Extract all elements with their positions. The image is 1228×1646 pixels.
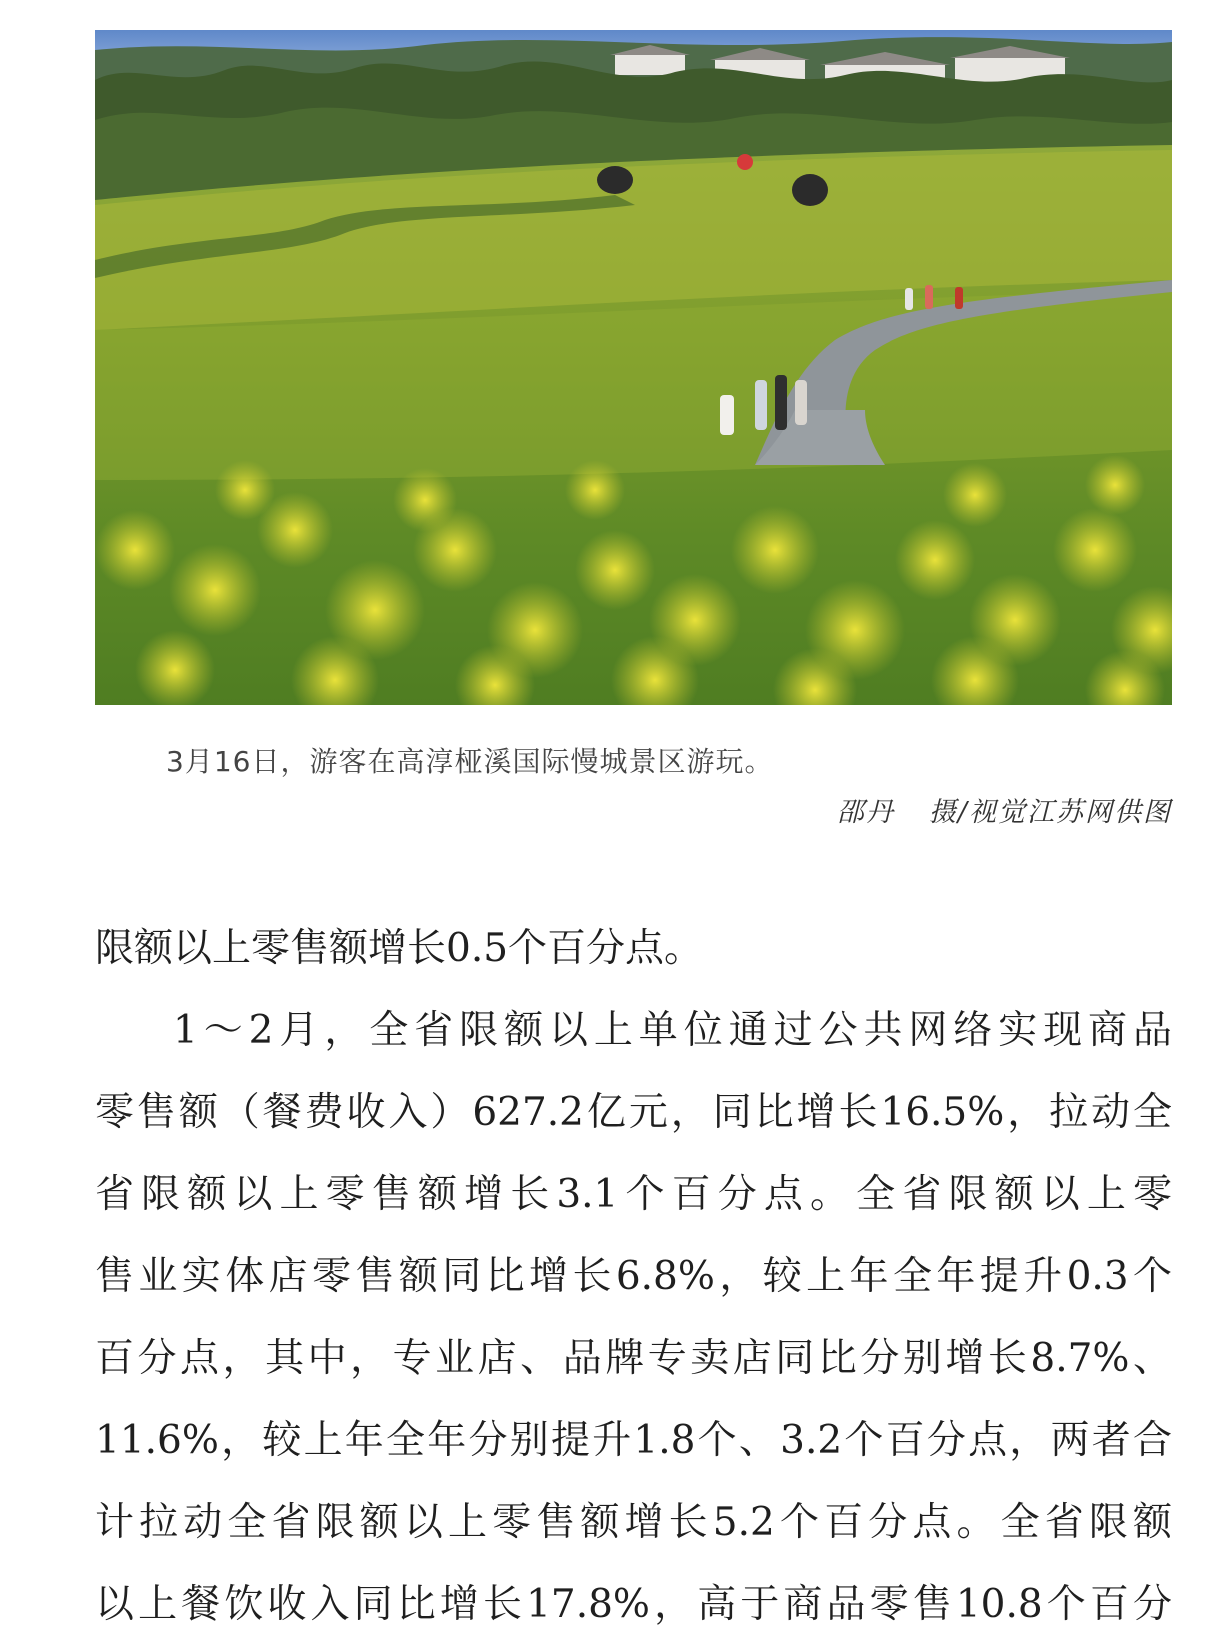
photo-caption: 3月16日，游客在高淳桠溪国际慢城景区游玩。	[166, 745, 774, 778]
rapeseed-field-photo	[95, 30, 1172, 705]
article-line: 百分点，其中，专业店、品牌专卖店同比分别增长8.7%、	[95, 1336, 1172, 1381]
photo-credit	[837, 790, 1172, 829]
article-line: 省限额以上零售额增长3.1个百分点。全省限额以上零	[95, 1172, 1172, 1217]
article-line: 1～2月，全省限额以上单位通过公共网络实现商品	[173, 1008, 1172, 1053]
article-line: 以上餐饮收入同比增长17.8%，高于商品零售10.8个百分	[95, 1582, 1172, 1627]
photo-credit-author: 邵丹	[836, 797, 895, 828]
article-line: 售业实体店零售额同比增长6.8%，较上年全年提升0.3个	[95, 1254, 1172, 1299]
article-line: 限额以上零售额增长0.5个百分点。	[95, 926, 704, 971]
article-line: 零售额（餐费收入）627.2亿元，同比增长16.5%，拉动全	[95, 1090, 1172, 1135]
photo-credit-source: 摄/视觉江苏网供图	[928, 797, 1172, 828]
article-body	[95, 908, 1172, 1646]
article-line: 11.6%，较上年全年分别提升1.8个、3.2个百分点，两者合	[95, 1418, 1172, 1463]
article-line: 计拉动全省限额以上零售额增长5.2个百分点。全省限额	[95, 1500, 1172, 1545]
